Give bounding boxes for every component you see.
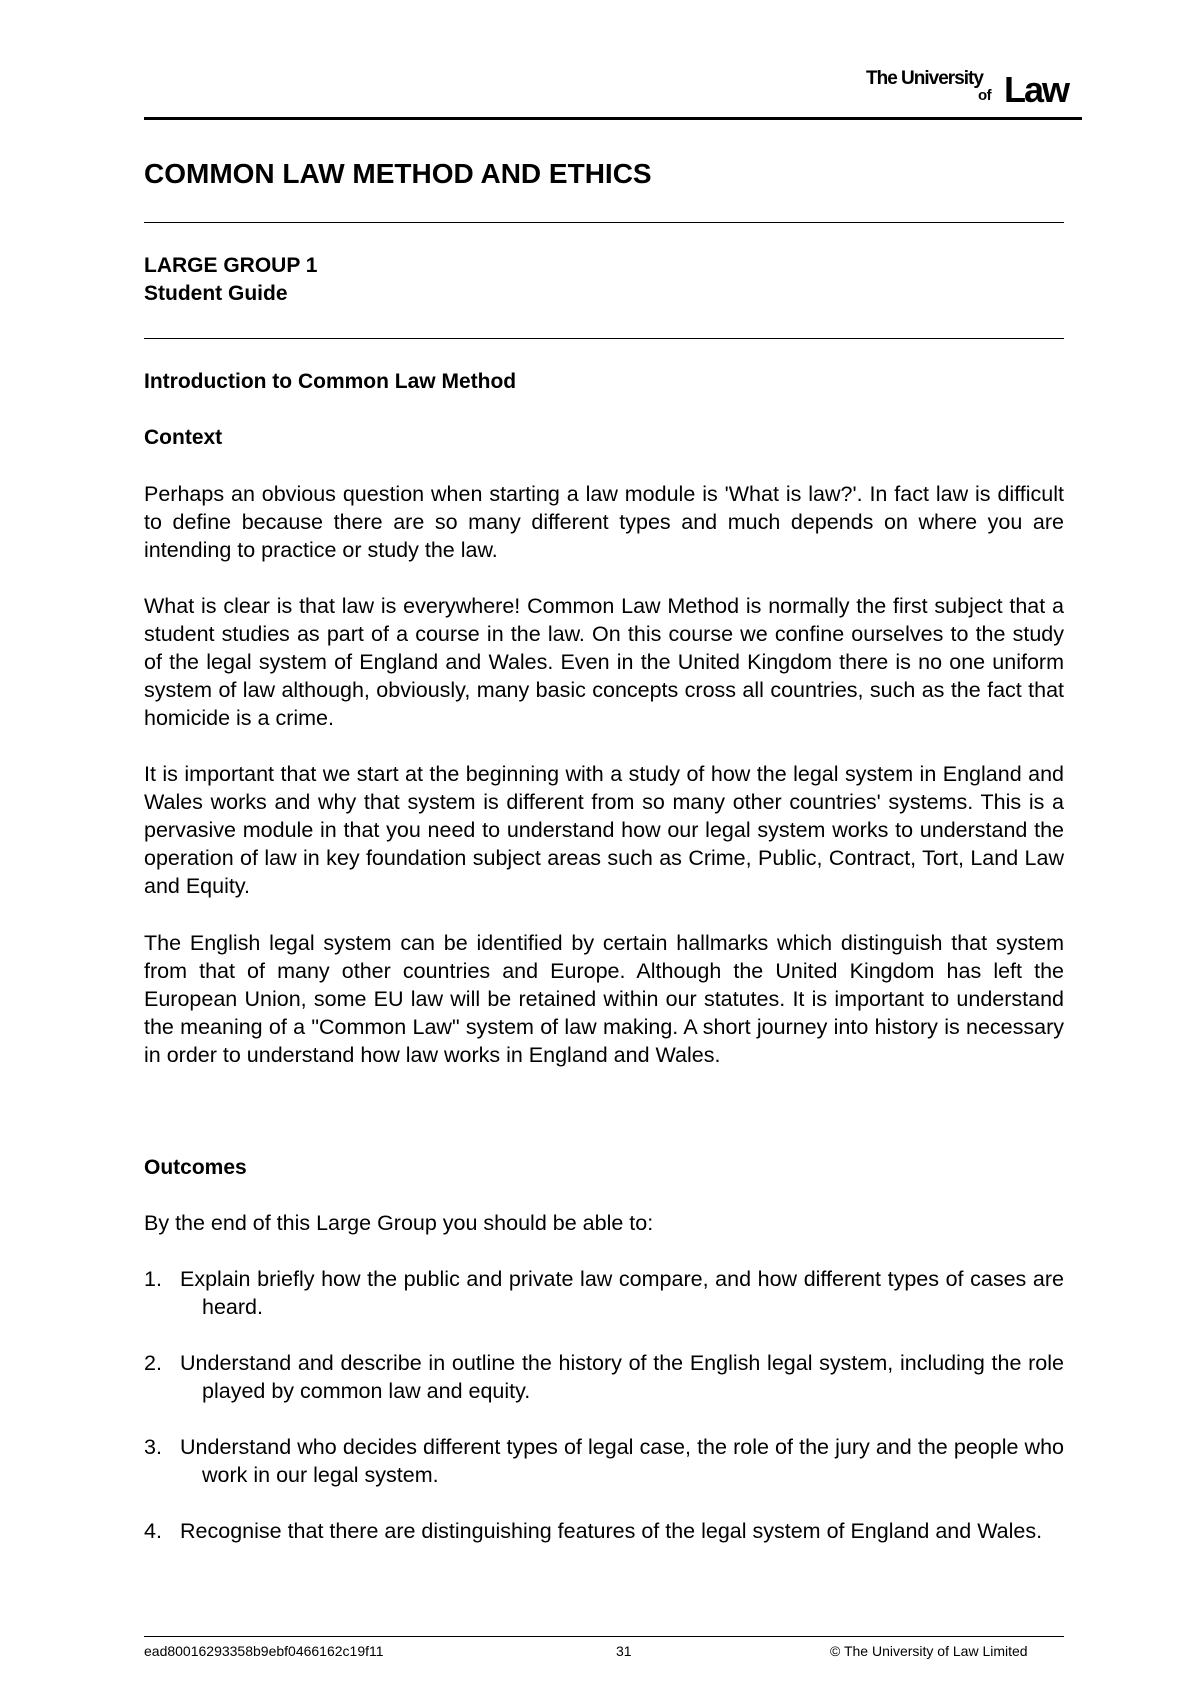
footer-page-number: 31 [616, 1643, 632, 1659]
list-item [144, 1349, 1064, 1405]
list-item-text: Understand who decides different types of legal case, the role of the jury and the people who work in our legal system. [180, 1435, 1064, 1487]
section-heading-outcomes: Outcomes [144, 1156, 247, 1179]
header-rule [144, 117, 1082, 120]
section-heading-intro: Introduction to Common Law Method [144, 370, 517, 393]
university-logo [866, 66, 1076, 110]
list-item [144, 1433, 1064, 1489]
logo-law: Law [1004, 69, 1069, 110]
list-item-text: Explain briefly how the public and private law compare, and how different types of cases are heard. [180, 1267, 1064, 1319]
paragraph: The English legal system can be identified by certain hallmarks which distinguish that system from that of many other countries and Europe. Although the United Kingdom has left the European Union, some EU law will be retained within our statutes. It is important to understand the meaning of a "Common Law" system of law making. A short journey into history is necessary in order to understand how law works in England and Wales. [144, 931, 1064, 1067]
document-title: COMMON LAW METHOD AND ETHICS [144, 158, 652, 189]
footer-rule [144, 1636, 1064, 1637]
logo-the-university: The University [866, 68, 983, 89]
list-item-number: 1. [144, 1267, 162, 1291]
list-item-text: Recognise that there are distinguishing features of the legal system of England and Wales. [180, 1519, 1043, 1543]
list-item [144, 1517, 1064, 1545]
group-label: LARGE GROUP 1 [144, 254, 318, 277]
guide-label: Student Guide [144, 282, 288, 305]
divider [144, 338, 1064, 339]
list-item [144, 1265, 1064, 1321]
list-item-number: 3. [144, 1435, 162, 1459]
list-item-number: 4. [144, 1519, 162, 1543]
list-item-text: Understand and describe in outline the history of the English legal system, including the role played by common law and equity. [180, 1351, 1064, 1403]
footer-copyright: © The University of Law Limited [830, 1643, 1028, 1659]
outcomes-intro: By the end of this Large Group you should be able to: [144, 1211, 654, 1235]
logo-of: of [978, 87, 992, 104]
section-heading-context: Context [144, 426, 223, 449]
footer-doc-id: ead80016293358b9ebf0466162c19f11 [144, 1643, 384, 1659]
paragraph: Perhaps an obvious question when starting a law module is 'What is law?'. In fact law is difficult to define because there are so many different types and much depends on where you are intending to practice or study the law. [144, 482, 1064, 562]
paragraph: What is clear is that law is everywhere! Common Law Method is normally the first subject that a student studies as part of a course in the law. On this course we confine ourselves to the study of the legal system of England and Wales. Even in the United Kingdom there is no one uniform system of law although, obviously, many basic concepts cross all countries, such as the fact that homicide is a crime. [144, 594, 1064, 730]
paragraph: It is important that we start at the beginning with a study of how the legal system in England and Wales works and why that system is different from so many other countries' systems. This is a pervasive module in that you need to understand how our legal system works to understand the operation of law in key foundation subject areas such as Crime, Public, Contract, Tort, Land Law and Equity. [144, 762, 1064, 898]
list-item-number: 2. [144, 1351, 162, 1375]
divider [144, 222, 1064, 223]
